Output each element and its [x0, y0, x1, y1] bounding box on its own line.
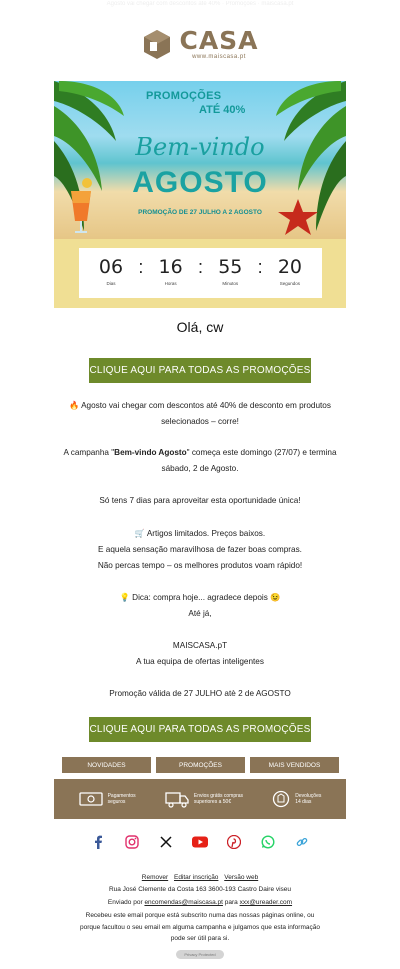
privacy-protected-badge [176, 950, 224, 959]
feature-text-line: Pagamentos [107, 793, 136, 799]
whatsapp-icon[interactable] [260, 834, 276, 850]
pinterest-icon[interactable] [226, 834, 242, 850]
truck-icon [165, 790, 189, 808]
feature-secure-payments [79, 791, 136, 807]
all-promotions-button[interactable]: CLIQUE AQUI PARA TODAS AS PROMOÇÕES [89, 358, 311, 383]
countdown-value: 06 [98, 256, 124, 278]
brand-url: www.maiscasa.pt [192, 54, 246, 60]
footer-nav [62, 757, 339, 773]
validity-text: Promoção válida de 27 JULHO atè 2 de AGOSTO [109, 689, 291, 698]
facebook-icon[interactable] [90, 834, 106, 850]
hero-section [54, 81, 346, 308]
features-bar [54, 779, 346, 819]
sent-to-label: para [224, 899, 238, 906]
email-preheader: Agosto vai chegar com descontos até 40% · Promoções · maiscasa.pt [106, 1, 294, 7]
web-version-link[interactable]: Versão web [224, 874, 259, 881]
products-line: E aquela sensação maravilhosa de fazer boas compras. [98, 544, 302, 554]
greeting-heading: Olá, cw [176, 319, 224, 335]
recipient-email-link[interactable]: xxx@ureader.com [239, 899, 293, 906]
countdown-label: Segundos [279, 281, 301, 286]
footer-links [0, 874, 400, 881]
privacy-badge-text: Privacy Protected [184, 952, 216, 957]
products-line: Não percas tempo – os melhores produtos voam rápido! [97, 560, 303, 570]
house-cube-icon [141, 28, 173, 60]
return-icon [272, 790, 290, 808]
notice-line: Recebeu este email porque está subscrito numa das nossas páginas online, ou [85, 912, 315, 919]
campaign-line: sábado, 2 de Agosto. [161, 463, 239, 473]
nav-novidades-button[interactable]: NOVIDADES [62, 757, 151, 773]
feature-text [295, 793, 321, 805]
hero-promo-discount: ATÉ 40% [199, 104, 246, 116]
countdown-label: Horas [164, 281, 177, 286]
countdown-separator: : [138, 257, 144, 277]
hero-welcome-text: Bem-vindo [135, 133, 265, 161]
footer-notice [0, 910, 400, 945]
starfish-decoration [278, 199, 318, 235]
urgency-paragraph: Só tens 7 dias para aproveitar esta oportunidade única! [99, 496, 301, 505]
feature-text [194, 793, 243, 805]
brand-logo[interactable] [0, 28, 400, 60]
signature [0, 638, 400, 670]
feature-text-line: superiores a 50€ [193, 799, 232, 805]
countdown-hours [151, 256, 191, 286]
feature-returns [272, 790, 321, 808]
feature-text [108, 793, 136, 805]
edit-subscription-link[interactable]: Editar inscrição [173, 874, 219, 881]
feature-text-line: 14 dias [295, 799, 312, 805]
countdown-value: 16 [158, 256, 183, 278]
farewell-line: Até já, [188, 608, 212, 618]
all-promotions-button-bottom[interactable]: CLIQUE AQUI PARA TODAS AS PROMOÇÕES [89, 717, 311, 742]
sender-email-link[interactable]: encomendas@maiscasa.pt [144, 899, 223, 906]
intro-paragraph [0, 398, 400, 430]
unsubscribe-link[interactable]: Remover [141, 874, 169, 881]
footer-address: Rua José Clemente da Costa 163 3600-193 Castro Daire viseu [108, 886, 292, 893]
campaign-text: A campanha " [63, 448, 115, 457]
intro-line: selecionados – corre! [161, 416, 239, 426]
nav-mais-vendidos-button[interactable]: MAIS VENDIDOS [250, 757, 339, 773]
countdown-days [91, 256, 131, 286]
intro-line: 🔥 Agosto vai chegar com descontos até 40% de desconto em produtos [69, 401, 331, 410]
tip-paragraph [0, 590, 400, 622]
countdown-value: 55 [218, 256, 243, 278]
brand-name: CASA [179, 26, 259, 55]
campaign-name: Bem-vindo Agosto [114, 448, 187, 457]
notice-line: pode ser útil para si. [170, 935, 230, 942]
sent-by-label: Enviado por [107, 899, 143, 906]
countdown-label: Minutos [222, 281, 239, 286]
feature-text-line: seguros [107, 799, 126, 805]
countdown-value: 20 [277, 256, 303, 278]
countdown-separator: : [257, 257, 263, 277]
notice-line: porque facultou o seu email em alguma campanha e julgamos que esta informação [80, 923, 320, 931]
hero-promo-period: PROMOÇÃO DE 27 JULHO A 2 AGOSTO [138, 209, 262, 216]
campaign-text: " começa este domingo (27/07) e termina [186, 448, 337, 457]
social-links [90, 834, 310, 850]
x-icon[interactable] [158, 834, 174, 850]
link-icon[interactable] [294, 834, 310, 850]
feature-text-line: Devoluções [295, 793, 322, 799]
youtube-icon[interactable] [192, 834, 208, 850]
hero-month-title: AGOSTO [132, 166, 268, 199]
campaign-line [0, 445, 400, 461]
countdown-separator: : [197, 257, 203, 277]
countdown-seconds [270, 256, 310, 286]
footer-sender [0, 897, 400, 909]
countdown-timer [79, 248, 322, 298]
nav-promocoes-button[interactable]: PROMOÇÕES [156, 757, 245, 773]
money-icon [79, 791, 103, 807]
countdown-label: Dias [106, 281, 116, 286]
hero-banner[interactable] [54, 81, 346, 239]
feature-free-shipping [165, 790, 243, 808]
campaign-paragraph [0, 445, 400, 477]
products-line: 🛒 Artigos limitados. Preços baixos. [134, 529, 266, 538]
hero-promo-title: PROMOÇÕES [146, 90, 222, 102]
instagram-icon[interactable] [124, 834, 140, 850]
signature-team: A tua equipa de ofertas inteligentes [136, 656, 264, 666]
feature-text-line: Envios grátis compras [193, 793, 244, 799]
countdown-minutes [210, 256, 250, 286]
tip-line: 💡 Dica: compra hoje... agradece depois 😉 [119, 593, 281, 602]
products-paragraph [0, 526, 400, 573]
signature-brand: MAISCASA.pT [172, 641, 228, 650]
